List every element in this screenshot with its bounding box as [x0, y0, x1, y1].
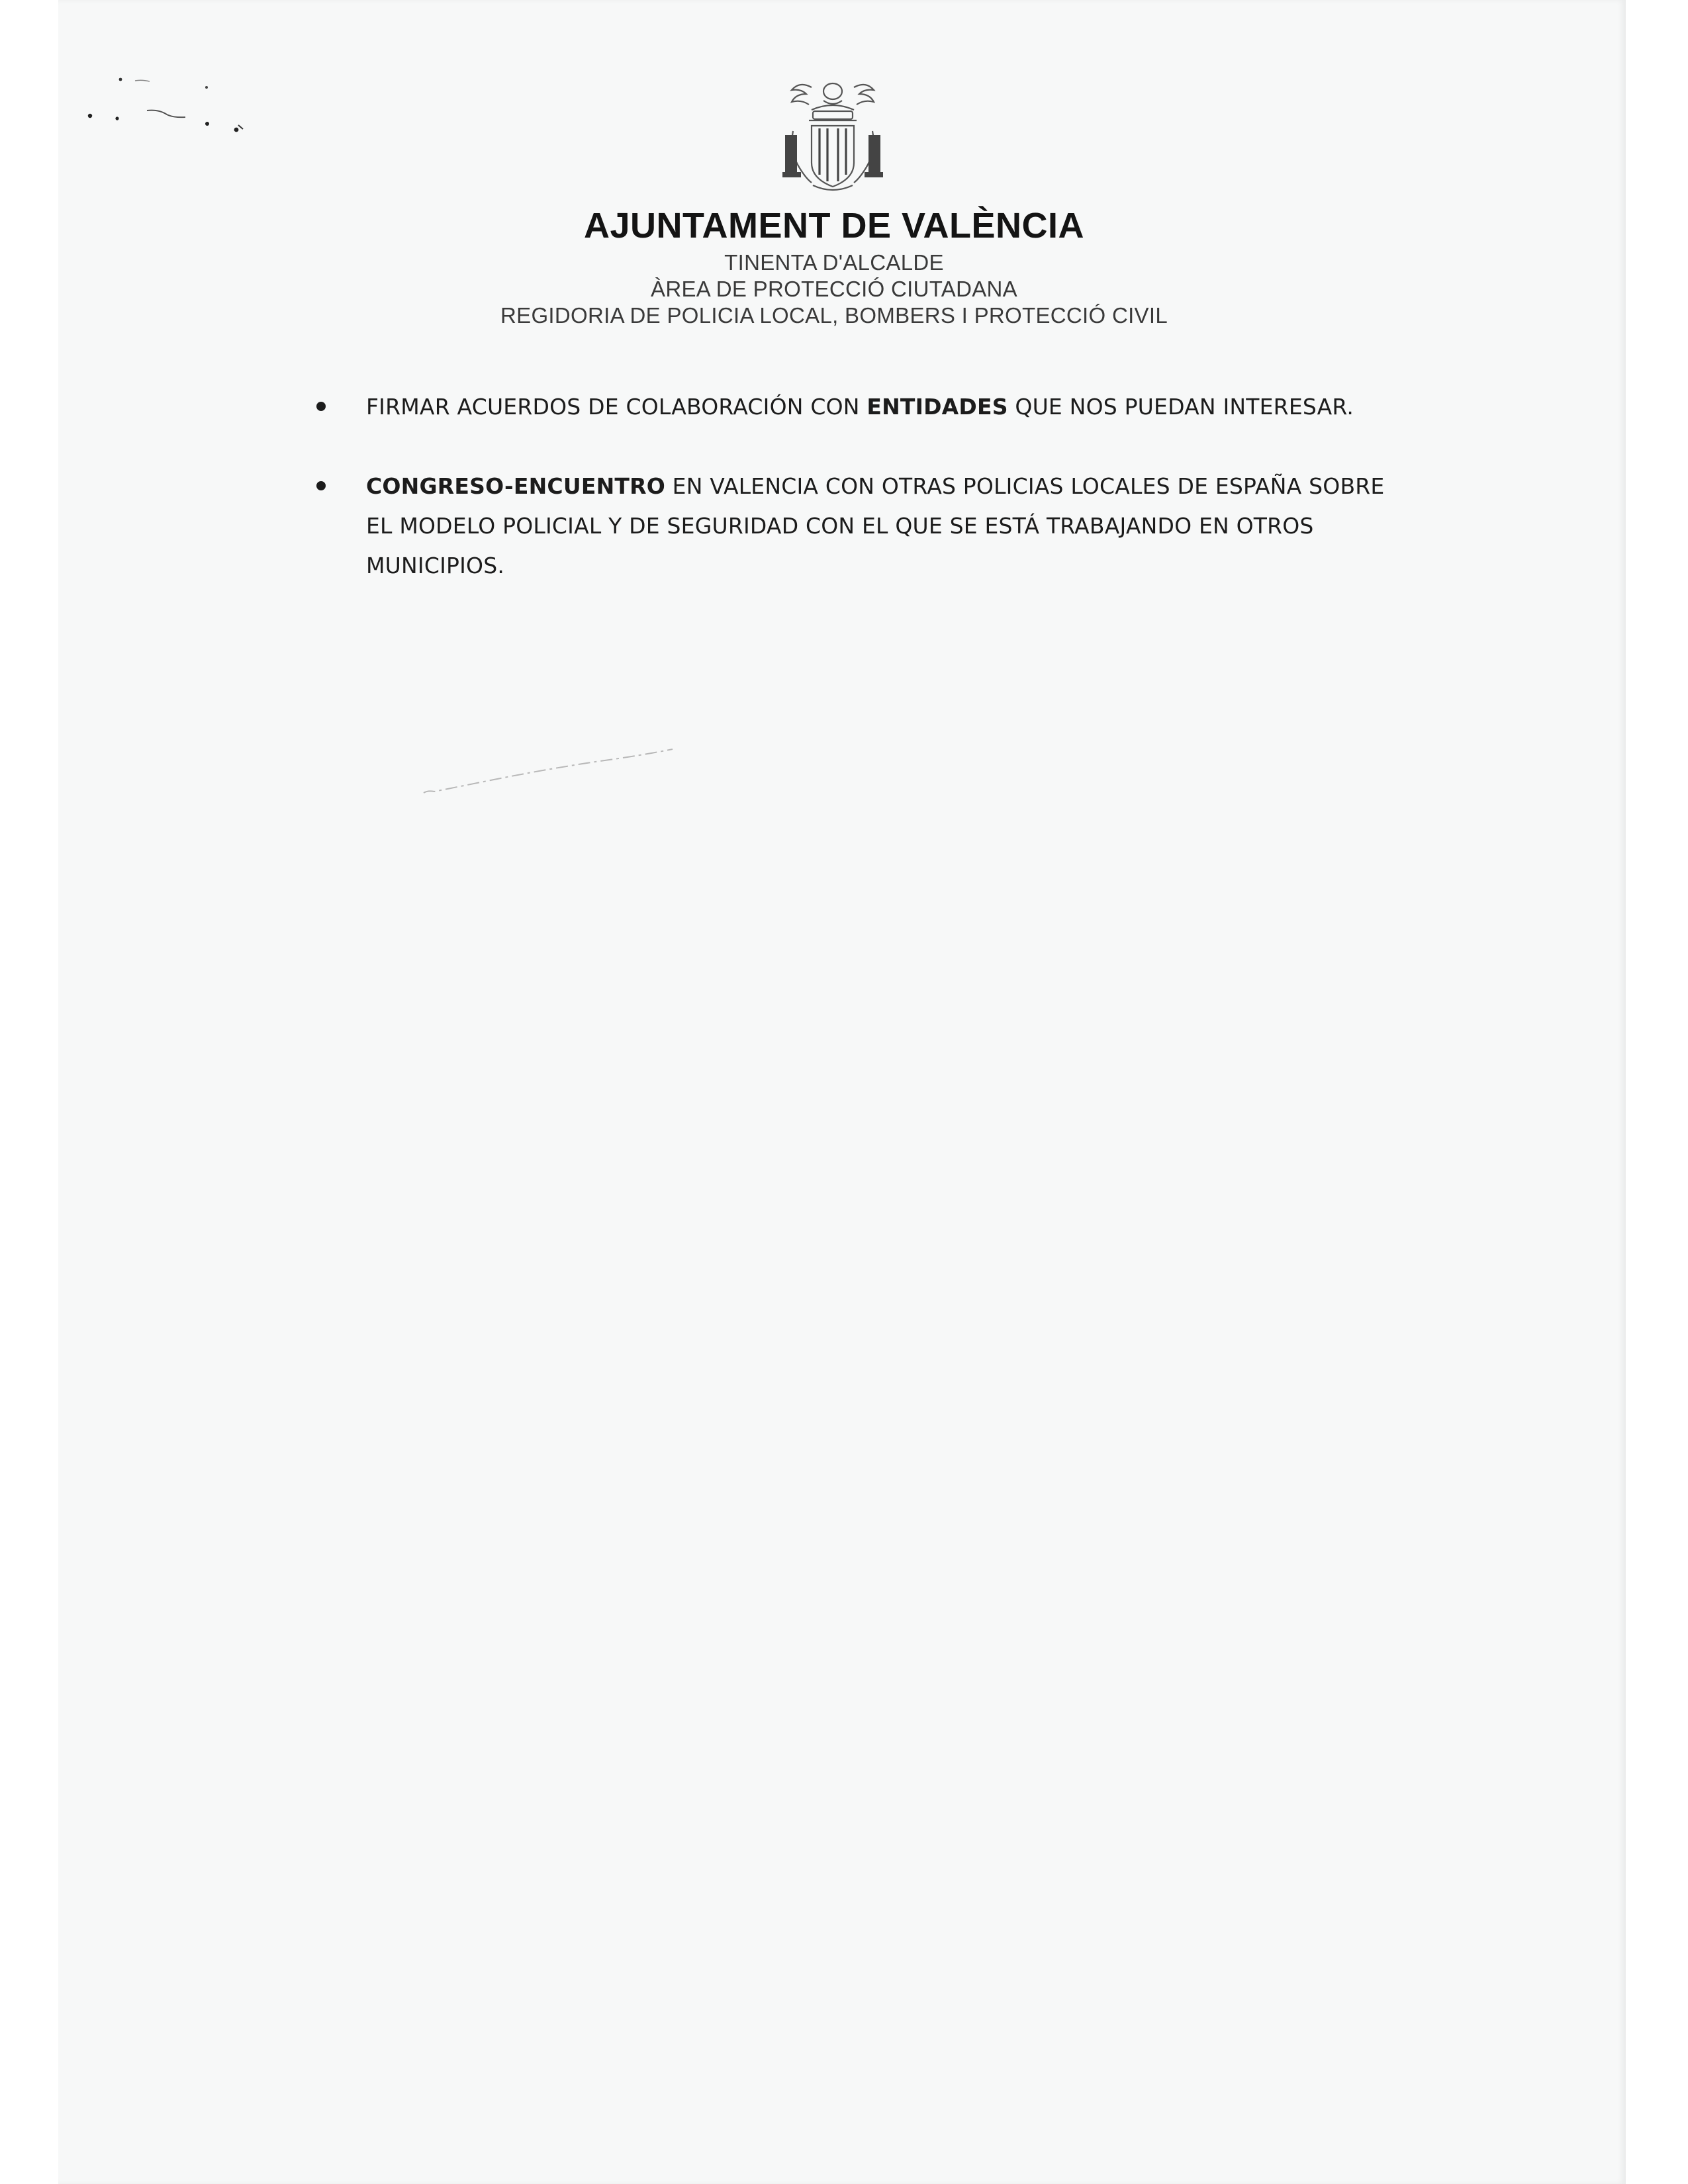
scan-margin-right [1626, 0, 1688, 2184]
item-bold-term: CONGRESO-ENCUENTRO [366, 473, 665, 499]
bullet-icon [316, 402, 326, 411]
item-text: QUE NOS PUEDAN INTERESAR. [1008, 394, 1354, 420]
letterhead-line-tinenta: TINENTA D'ALCALDE [724, 250, 944, 275]
bullet-list [311, 387, 1397, 586]
item-text: EN VALENCIA CON OTRAS POLICIAS LOCALES DE ESPAÑA SOBRE EL MODELO POLICIAL Y DE SEGURIDAD CON EL QUE SE ESTÁ TRABAJANDO EN OTROS MUNICIPIOS. [366, 473, 1385, 578]
item-bold-term: ENTIDADES [867, 394, 1008, 420]
letterhead [331, 202, 1337, 329]
bullet-icon [316, 481, 326, 490]
item-text: FIRMAR ACUERDOS DE COLABORACIÓN CON [366, 394, 867, 420]
pen-mark [417, 741, 735, 801]
valencia-coat-of-arms-icon [773, 78, 892, 196]
scan-specks [79, 69, 265, 156]
scan-margin-left [0, 0, 58, 2184]
letterhead-line-regidoria: REGIDORIA DE POLICIA LOCAL, BOMBERS I PROTECCIÓ CIVIL [500, 303, 1168, 328]
letterhead-line-area: ÀREA DE PROTECCIÓ CIUTADANA [651, 277, 1017, 301]
organization-name: AJUNTAMENT DE VALÈNCIA [583, 206, 1084, 246]
list-item [311, 387, 1397, 427]
list-item [311, 467, 1397, 586]
